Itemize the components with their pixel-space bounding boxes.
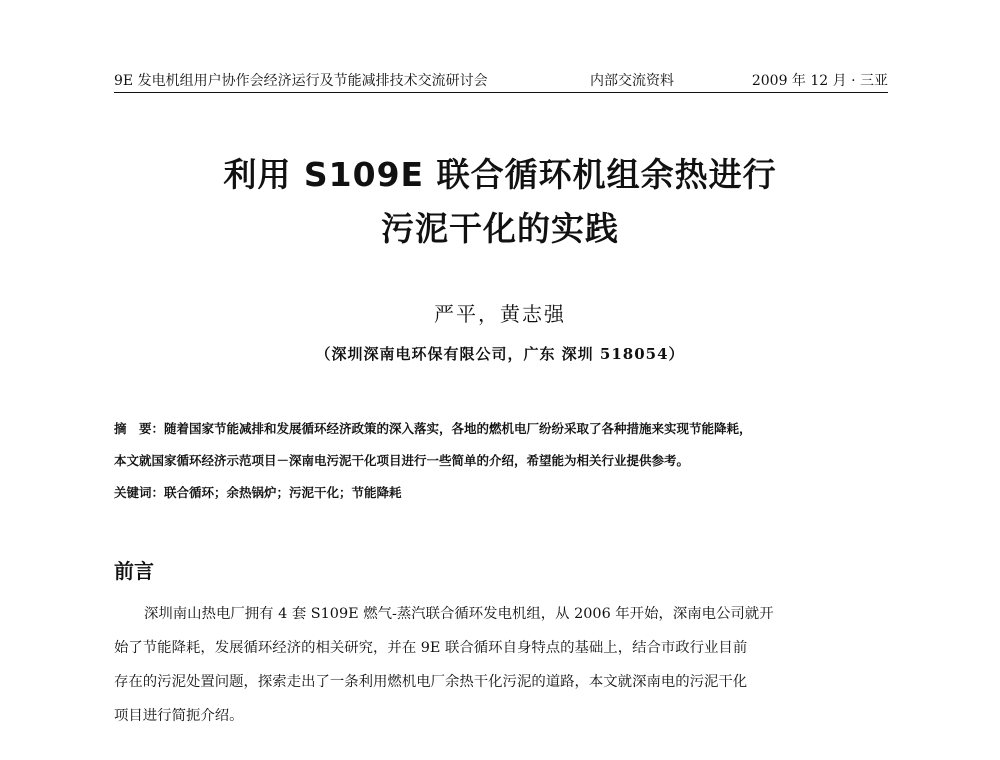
abstract-line-2 (114, 445, 890, 477)
paper-title (0, 148, 1000, 256)
keywords-label: 关键词： (114, 485, 165, 500)
body-line-1: 深圳南山热电厂拥有 4 套 S109E 燃气-蒸汽联合循环发电机组，从 2006 年开始，深南电公司就开 (144, 606, 774, 622)
author-list: 严平，黄志强 (434, 302, 566, 326)
abstract-line-1 (114, 413, 890, 445)
body-line-2: 始了节能降耗，发展循环经济的相关研究，并在 9E 联合循环自身特点的基础上，结合市政行业目前 (114, 640, 748, 656)
header-date-place: 2009 年 12 月 · 三亚 (751, 73, 888, 89)
title-line-2: 污泥干化的实践 (381, 209, 619, 248)
author-affiliation: （深圳深南电环保有限公司，广东 深圳 518054） (315, 345, 685, 363)
section-heading: 前言 (114, 559, 154, 583)
body-line-3: 存在的污泥处置问题，探索走出了一条利用燃机电厂余热干化污泥的道路，本文就深南电的污泥干化 (114, 674, 748, 690)
header-internal-note: 内部交流资料 (590, 73, 674, 89)
abstract-text-2: 本文就国家循环经济示范项目－深南电污泥干化项目进行一些简单的介绍，希望能为相关行业提供参考。 (114, 453, 690, 468)
keywords-text: 联合循环；余热锅炉；污泥干化；节能降耗 (164, 485, 402, 500)
running-header (114, 70, 888, 93)
abstract-text-1: 随着国家节能减排和发展循环经济政策的深入落实，各地的燃机电厂纷纷采取了各种措施来实现节能降耗， (164, 421, 752, 436)
keywords-line (114, 477, 890, 509)
section-body (114, 597, 888, 733)
title-line-1: 利用 S109E 联合循环机组余热进行 (223, 155, 777, 194)
abstract-label: 摘 要： (114, 421, 165, 436)
body-line-4: 项目进行简扼介绍。 (114, 708, 244, 724)
header-conference-name: 9E 发电机组用户协作会经济运行及节能减排技术交流研讨会 (114, 73, 488, 89)
abstract-block (114, 413, 890, 509)
